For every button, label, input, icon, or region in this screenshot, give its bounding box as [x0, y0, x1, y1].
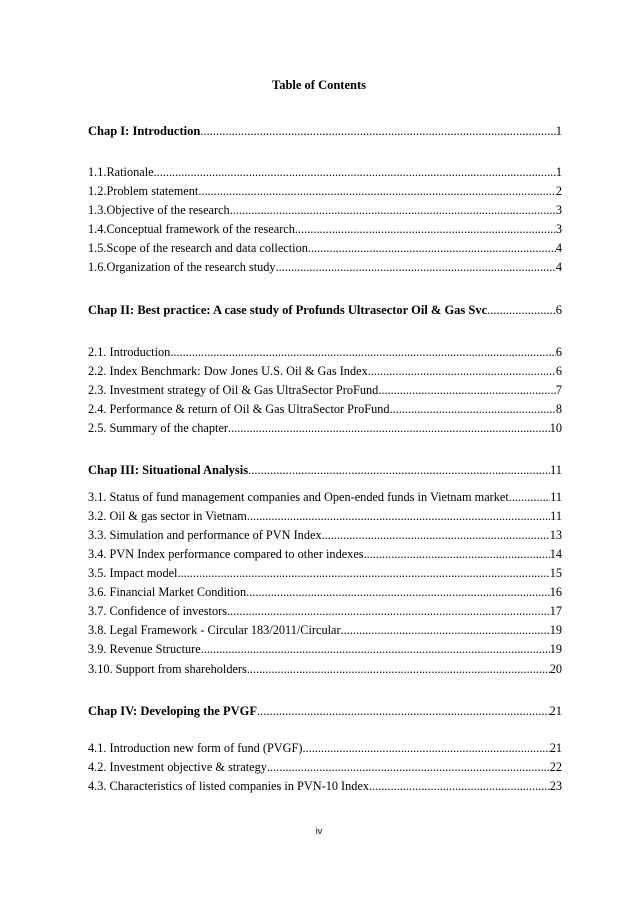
- toc-section-entry[interactable]: [88, 259, 562, 275]
- toc-dot-leader: [322, 527, 550, 543]
- toc-entry-page: 16: [549, 585, 562, 599]
- toc-section-entry[interactable]: [88, 603, 562, 619]
- toc-dot-leader: [247, 508, 550, 524]
- toc-entry-title: 3.4. PVN Index performance compared to other indexes: [88, 547, 364, 561]
- toc-entry-page: 13: [549, 528, 562, 542]
- toc-entry-page: 4: [555, 241, 562, 255]
- toc-section-entry[interactable]: [88, 778, 562, 794]
- toc-entry-page: 14: [549, 547, 562, 561]
- toc-entry-title: 3.6. Financial Market Condition: [88, 585, 247, 599]
- toc-dot-leader: [378, 382, 556, 398]
- toc-entry-page: 22: [549, 760, 562, 774]
- toc-entry-title: 4.2. Investment objective & strategy: [88, 760, 267, 774]
- toc-entry-page: 1: [555, 124, 562, 138]
- toc-section-entry[interactable]: [88, 363, 562, 379]
- toc-dot-leader: [177, 565, 549, 581]
- toc-dot-leader: [364, 546, 550, 562]
- toc-entry-page: 6: [555, 345, 562, 359]
- toc-section-entry[interactable]: [88, 344, 562, 360]
- toc-entry-page: 20: [549, 662, 562, 676]
- toc-dot-leader: [198, 183, 556, 199]
- toc-entry-title: 4.1. Introduction new form of fund (PVGF): [88, 741, 303, 755]
- toc-section-entry[interactable]: [88, 641, 562, 657]
- toc-section-entry[interactable]: [88, 661, 562, 677]
- toc-chapter-entry[interactable]: [88, 462, 562, 478]
- toc-section-entry[interactable]: [88, 740, 562, 756]
- toc-entry-title: 3.9. Revenue Structure: [88, 642, 201, 656]
- toc-chapter-entry[interactable]: [88, 703, 562, 719]
- toc-dot-leader: [247, 661, 550, 677]
- toc-dot-leader: [227, 603, 550, 619]
- toc-section-entry[interactable]: [88, 183, 562, 199]
- toc-entry-page: 17: [549, 604, 562, 618]
- toc-section-entry[interactable]: [88, 382, 562, 398]
- toc-entry-title: Chap II: Best practice: A case study of Profunds Ultrasector Oil & Gas Svc: [88, 303, 488, 317]
- toc-dot-leader: [267, 759, 550, 775]
- toc-entry-title: 3.1. Status of fund management companies and Open-ended funds in Vietnam market: [88, 490, 509, 504]
- toc-entry-title: 3.5. Impact model: [88, 566, 178, 580]
- toc-dot-leader: [369, 778, 550, 794]
- toc-entry-title: 3.8. Legal Framework - Circular 183/2011/Circular: [88, 623, 341, 637]
- toc-section-entry[interactable]: [88, 546, 562, 562]
- toc-entry-title: Chap III: Situational Analysis: [88, 463, 249, 477]
- toc-section-entry[interactable]: [88, 508, 562, 524]
- toc-entry-title: Chap I: Introduction: [88, 124, 201, 138]
- toc-dot-leader: [257, 703, 550, 719]
- toc-dot-leader: [228, 420, 550, 436]
- toc-entry-page: 6: [555, 303, 562, 317]
- toc-entry-title: 2.1. Introduction: [88, 345, 171, 359]
- toc-dot-leader: [368, 363, 556, 379]
- toc-section-entry[interactable]: [88, 527, 562, 543]
- toc-entry-page: 21: [549, 704, 562, 718]
- toc-section-entry[interactable]: [88, 240, 562, 256]
- toc-section-entry[interactable]: [88, 401, 562, 417]
- toc-dot-leader: [248, 462, 550, 478]
- toc-dot-leader: [200, 123, 555, 139]
- toc-section-entry[interactable]: [88, 584, 562, 600]
- toc-entry-title: 3.3. Simulation and performance of PVN Index: [88, 528, 322, 542]
- toc-dot-leader: [341, 622, 550, 638]
- toc-entry-page: 11: [550, 509, 562, 523]
- toc-entry-page: 6: [555, 364, 562, 378]
- toc-entry-page: 21: [549, 741, 562, 755]
- toc-entry-title: 3.10. Support from shareholders: [88, 662, 247, 676]
- toc-entry-title: 1.6.Organization of the research study: [88, 260, 276, 274]
- toc-entry-page: 11: [549, 463, 562, 477]
- toc-section-entry[interactable]: [88, 565, 562, 581]
- page-number: iv: [315, 826, 323, 836]
- toc-entry-page: 19: [549, 623, 562, 637]
- toc-entry-page: 23: [549, 779, 562, 793]
- toc-entry-page: 2: [555, 184, 562, 198]
- toc-chapter-entry[interactable]: [88, 123, 562, 139]
- toc-entry-title: 1.2.Problem statement: [88, 184, 199, 198]
- toc-entry-title: 2.2. Index Benchmark: Dow Jones U.S. Oil & Gas Index: [88, 364, 368, 378]
- toc-section-entry[interactable]: [88, 221, 562, 237]
- toc-title: Table of Contents: [272, 78, 366, 92]
- toc-entry-title: 1.1.Rationale: [88, 165, 154, 179]
- toc-dot-leader: [302, 740, 549, 756]
- toc-dot-leader: [295, 221, 556, 237]
- toc-entry-title: 3.2. Oil & gas sector in Vietnam: [88, 509, 247, 523]
- toc-entry-title: 4.3. Characteristics of listed companies in PVN-10 Index: [88, 779, 370, 793]
- toc-entry-page: 7: [555, 383, 562, 397]
- toc-entry-title: 1.4.Conceptual framework of the research: [88, 222, 295, 236]
- toc-entry-page: 15: [549, 566, 562, 580]
- toc-section-entry[interactable]: [88, 420, 562, 436]
- toc-dot-leader: [509, 489, 550, 505]
- toc-dot-leader: [154, 164, 556, 180]
- toc-dot-leader: [230, 202, 556, 218]
- toc-entry-page: 10: [549, 421, 562, 435]
- toc-entry-title: 3.7. Confidence of investors: [88, 604, 227, 618]
- toc-section-entry[interactable]: [88, 759, 562, 775]
- toc-entry-title: Chap IV: Developing the PVGF: [88, 704, 257, 718]
- toc-entry-title: 2.4. Performance & return of Oil & Gas UltraSector ProFund: [88, 402, 390, 416]
- toc-entry-page: 3: [555, 203, 562, 217]
- toc-entry-title: 1.3.Objective of the research: [88, 203, 230, 217]
- toc-entry-title: 1.5.Scope of the research and data collection: [88, 241, 308, 255]
- toc-entry-title: 2.5. Summary of the chapter: [88, 421, 229, 435]
- toc-entry-page: 4: [555, 260, 562, 274]
- toc-dot-leader: [246, 584, 550, 600]
- toc-entry-title: 2.3. Investment strategy of Oil & Gas UltraSector ProFund: [88, 383, 379, 397]
- toc-entry-page: 19: [549, 642, 562, 656]
- toc-section-entry[interactable]: [88, 622, 562, 638]
- toc-section-entry[interactable]: [88, 489, 562, 505]
- toc-dot-leader: [201, 641, 550, 657]
- toc-entry-page: 8: [555, 402, 562, 416]
- toc-section-entry[interactable]: [88, 164, 562, 180]
- toc-entry-page: 1: [555, 165, 562, 179]
- toc-dot-leader: [276, 259, 556, 275]
- toc-dot-leader: [170, 344, 556, 360]
- toc-entry-page: 3: [555, 222, 562, 236]
- toc-entry-page: 11: [550, 490, 562, 504]
- toc-dot-leader: [487, 302, 556, 318]
- toc-dot-leader: [308, 240, 556, 256]
- toc-section-entry[interactable]: [88, 202, 562, 218]
- toc-dot-leader: [390, 401, 556, 417]
- toc-list: [88, 0, 562, 902]
- toc-chapter-entry[interactable]: [88, 302, 562, 318]
